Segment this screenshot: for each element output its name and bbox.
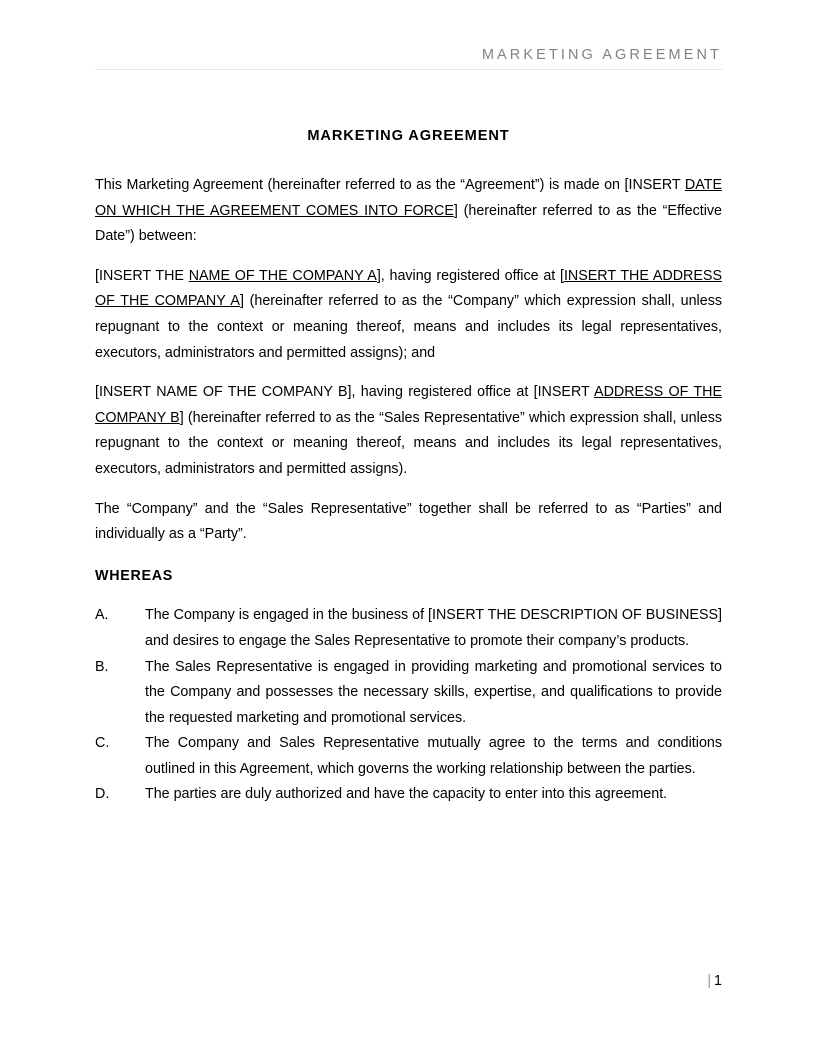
paragraph-intro-date	[95, 173, 722, 250]
text-run-2: ] (hereinafter referred to as the “Effective Date”) between:	[95, 202, 722, 245]
list-item	[95, 603, 722, 654]
document-body	[95, 126, 722, 808]
text-run-1-underlined: ADDRESS OF THE COMPANY B	[95, 384, 722, 426]
list-item	[95, 731, 722, 782]
list-item	[95, 782, 722, 808]
text-run-1-underlined: DATE ON WHICH THE AGREEMENT COMES INTO FORCE	[95, 177, 722, 219]
text-run-4: ] (hereinafter referred to as the “Company” which expression shall, unless repugnant to the context or meaning thereof, means and includes its legal representatives, executors, administrators and permitted assigns); and	[95, 293, 722, 361]
list-item-text: The Company and Sales Representative mutually agree to the terms and conditions outlined in this Agreement, which governs the working relationship between the parties.	[145, 735, 722, 777]
text-run-2: ] (hereinafter referred to as the “Sales Representative” which expression shall, unless repugnant to the context or meaning thereof, means and includes its legal representatives, executors, administrators and permitted assigns).	[95, 409, 723, 477]
page-title: MARKETING AGREEMENT	[307, 128, 510, 144]
list-item	[95, 655, 722, 732]
text-run-0: The “Company” and the “Sales Representative” together shall be referred to as “Parties” and individually as a “Party”.	[95, 500, 722, 543]
paragraph-company-b	[95, 380, 722, 482]
list-item-marker: D.	[95, 786, 110, 803]
running-header-title: MARKETING AGREEMENT	[481, 47, 722, 63]
text-run-0: [INSERT NAME OF THE COMPANY B], having registered office at [INSERT	[95, 384, 595, 401]
footer-page-number: 1	[714, 973, 722, 989]
whereas-heading: WHEREAS	[95, 567, 173, 584]
text-run-0: This Marketing Agreement (hereinafter referred to as the “Agreement”) is made on [INSERT	[95, 177, 685, 193]
list-item-marker: B.	[95, 658, 109, 675]
page-footer	[95, 971, 722, 991]
paragraph-parties	[95, 497, 722, 548]
text-run-3-underlined: [INSERT THE ADDRESS OF THE COMPANY A	[95, 267, 722, 310]
page-header	[95, 46, 722, 70]
text-run-2: ], having registered office at	[376, 267, 560, 284]
list-item-marker: A.	[95, 607, 109, 624]
header-divider	[95, 69, 722, 70]
recitals-list	[95, 603, 722, 808]
text-run-0: [INSERT THE	[95, 267, 189, 284]
text-run-1-underlined: NAME OF THE COMPANY A	[188, 267, 377, 284]
footer-separator: |	[707, 973, 712, 989]
paragraph-company-a	[95, 264, 722, 366]
list-item-text: The Sales Representative is engaged in providing marketing and promotional services to the Company and possesses the necessary skills, expertise, and qualifications to provide the requested marketing and promotional services.	[145, 658, 722, 726]
list-item-text: The Company is engaged in the business of [INSERT THE DESCRIPTION OF BUSINESS] and desires to engage the Sales Representative to promote their company’s products.	[145, 607, 722, 649]
list-item-text: The parties are duly authorized and have the capacity to enter into this agreement.	[145, 786, 668, 803]
list-item-marker: C.	[95, 735, 110, 752]
